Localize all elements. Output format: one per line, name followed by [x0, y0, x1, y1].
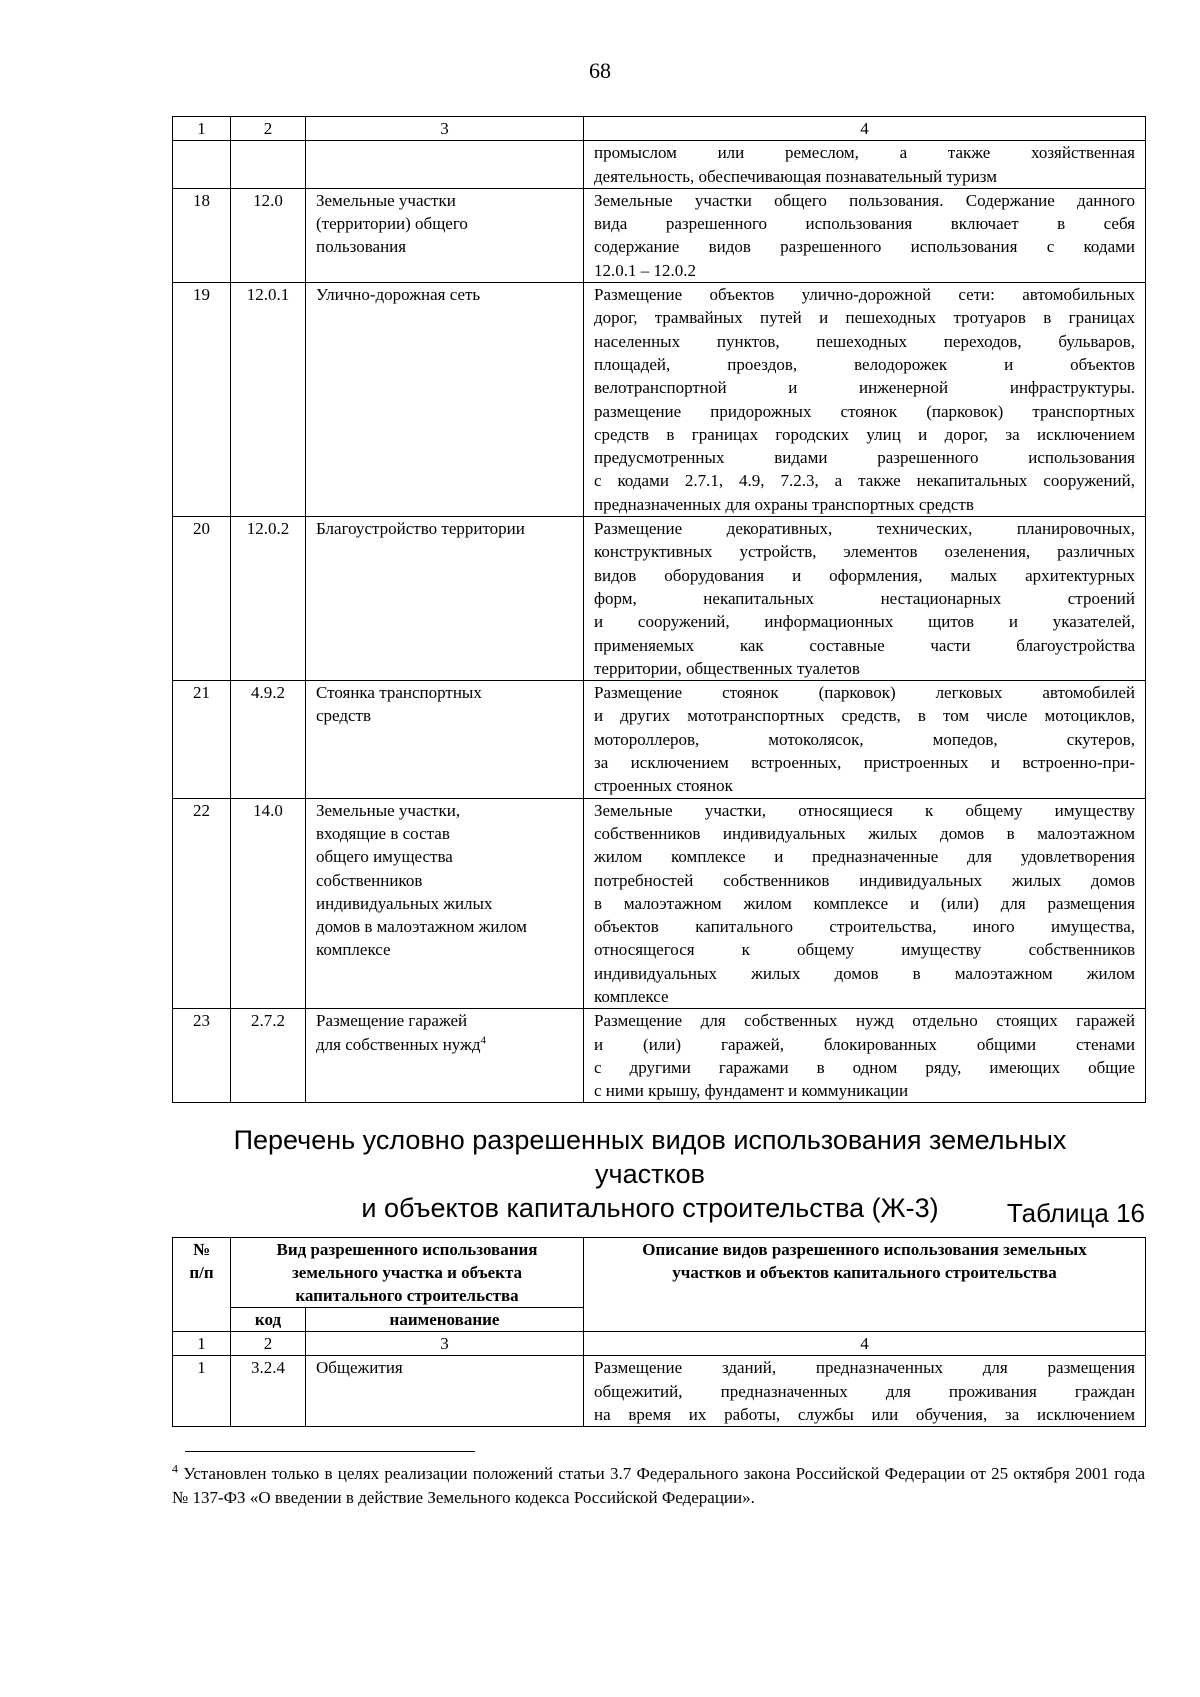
use-description-line: дорог, трамвайных путей и пешеходных тротуаров в границах — [594, 308, 1135, 328]
use-description-line: Размещение декоративных, технических, планировочных, — [594, 519, 1135, 539]
use-name-line: пользования — [316, 237, 407, 257]
use-description-line: велотранспортной и инженерной инфраструктуры. — [594, 378, 1135, 398]
use-code: 12.0 — [231, 188, 306, 282]
use-description-line: видов оборудования и оформления, малых архитектурных — [594, 565, 1135, 585]
use-name — [306, 283, 584, 517]
table-row — [173, 1009, 1146, 1103]
header-description: Описание видов разрешенного использования земельных участков и объектов капитального строительства — [584, 1238, 1146, 1332]
use-description-line: предусмотренных видами разрешенного использования — [594, 448, 1135, 468]
use-name-line: Стоянка транспортных — [316, 683, 482, 703]
use-description-line: объектов капитального строительства, иного имущества, — [594, 917, 1135, 937]
use-name-line: входящие в состав — [316, 823, 450, 843]
use-description-line: строенных стоянок — [594, 776, 733, 796]
continuation-description-line: деятельность, обеспечивающая познавательный туризм — [594, 166, 998, 186]
use-description-line: конструктивных устройств, элементов озеленения, различных — [594, 542, 1135, 562]
use-description — [584, 681, 1146, 798]
conditional-use-table — [172, 1237, 1146, 1427]
use-description-line: Земельные участки, относящиеся к общему имуществу — [594, 800, 1135, 820]
use-name — [306, 517, 584, 681]
row-number: 23 — [173, 1009, 231, 1103]
column-number-2: 2 — [231, 117, 306, 141]
use-description-line: применяемых как составные части благоустройства — [594, 635, 1135, 655]
use-description-line: с другими гаражами в одном ряду, имеющих общие — [594, 1057, 1135, 1077]
use-name-line: комплексе — [316, 940, 391, 960]
use-description-line: мотороллеров, мотоколясок, мопедов, скутеров, — [594, 729, 1135, 749]
page-number: 68 — [589, 58, 611, 83]
use-description-line: 12.0.1 – 12.0.2 — [594, 260, 696, 280]
column-numbers-row — [173, 1332, 1146, 1356]
use-description — [584, 283, 1146, 517]
row-number: 19 — [173, 283, 231, 517]
empty-cell — [231, 141, 306, 189]
use-name — [306, 681, 584, 798]
use-description-line: предназначенных для охраны транспортных средств — [594, 494, 974, 514]
use-code: 12.0.1 — [231, 283, 306, 517]
use-description-line: форм, некапитальных нестационарных строений — [594, 588, 1135, 608]
use-name-line: собственников — [316, 870, 423, 890]
row-number: 18 — [173, 188, 231, 282]
use-description-line: и других мототранспортных средств, в том числе мотоциклов, — [594, 706, 1135, 726]
column-number-3: 3 — [306, 117, 584, 141]
use-description-line: Размещение стоянок (парковок) легковых автомобилей — [594, 683, 1135, 703]
use-name-line: средств — [316, 706, 372, 726]
row-number: 1 — [173, 1356, 231, 1427]
column-number-3: 3 — [306, 1332, 584, 1356]
continuation-description — [584, 141, 1146, 189]
use-description — [584, 517, 1146, 681]
table-row — [173, 283, 1146, 517]
empty-cell — [306, 141, 584, 189]
table-row — [173, 1356, 1146, 1427]
use-name — [306, 798, 584, 1009]
use-description-line: общежитий, предназначенных для проживания граждан — [594, 1381, 1135, 1401]
use-code: 2.7.2 — [231, 1009, 306, 1103]
section-title: Перечень условно разрешенных видов использования земельных участков и объектов капитального строительства (Ж-3) — [233, 1125, 1067, 1223]
use-description-line: с ними крышу, фундамент и коммуникации — [594, 1081, 909, 1101]
use-description-line: и сооружений, информационных щитов и указателей, — [594, 612, 1135, 632]
table-row — [173, 188, 1146, 282]
continuation-description-line: промыслом или ремеслом, а также хозяйственная — [594, 143, 1135, 163]
row-number: 20 — [173, 517, 231, 681]
footnote-text: Установлен только в целях реализации положений статьи 3.7 Федерального закона Российской Федерации от 25 октября 2001 года № 137-ФЗ «О введении в действие Земельного кодекса Российской Федерации». — [172, 1464, 1146, 1507]
column-number-1: 1 — [173, 117, 231, 141]
use-description-line: собственников индивидуальных жилых домов в малоэтажном — [594, 823, 1135, 843]
use-description-line: Размещение объектов улично-дорожной сети: автомобильных — [594, 285, 1135, 305]
header-row — [173, 117, 1146, 141]
table-row — [173, 681, 1146, 798]
use-code: 3.2.4 — [231, 1356, 306, 1427]
footnote — [172, 1462, 1145, 1510]
use-description-line: Земельные участки общего пользования. Содержание данного — [594, 190, 1135, 210]
footnote-separator — [185, 1451, 475, 1452]
column-number-1: 1 — [173, 1332, 231, 1356]
use-description-line: Размещение зданий, предназначенных для размещения — [594, 1358, 1135, 1378]
use-description-line: средств в границах городских улиц и дорог, за исключением — [594, 424, 1135, 444]
use-description — [584, 1009, 1146, 1103]
use-description-line: вида разрешенного использования включает в себя — [594, 214, 1135, 234]
footnote-mark: 4 — [172, 1461, 178, 1476]
use-description-line: на время их работы, службы или обучения, за исключением — [594, 1404, 1135, 1424]
table-caption: Таблица 16 — [1006, 1198, 1145, 1228]
use-description-line: жилом комплексе и предназначенные для удовлетворения — [594, 847, 1135, 867]
use-description-line: относящегося к общему имуществу собственников — [594, 940, 1135, 960]
header-number: № п/п — [173, 1238, 231, 1332]
use-code: 4.9.2 — [231, 681, 306, 798]
land-use-table-continued — [172, 116, 1146, 1103]
use-description-line: за исключением встроенных, пристроенных и встроенно-при- — [594, 753, 1135, 773]
footnote-reference: 4 — [480, 1033, 486, 1046]
use-description-line: территории, общественных туалетов — [594, 658, 860, 678]
use-description-line: Размещение для собственных нужд отдельно стоящих гаражей — [594, 1011, 1135, 1031]
column-number-4: 4 — [584, 117, 1146, 141]
use-code: 14.0 — [231, 798, 306, 1009]
row-number: 22 — [173, 798, 231, 1009]
use-code: 12.0.2 — [231, 517, 306, 681]
use-description-line: с кодами 2.7.1, 4.9, 7.2.3, а также некапитальных сооружений, — [594, 471, 1135, 491]
use-name-line: Земельные участки, — [316, 800, 461, 820]
use-description-line: в малоэтажном жилом комплексе и (или) для размещения — [594, 893, 1135, 913]
use-description-line: индивидуальных жилых домов в малоэтажном жилом — [594, 963, 1135, 983]
use-name-line: домов в малоэтажном жилом — [316, 917, 527, 937]
use-name: Общежития — [306, 1356, 584, 1427]
continuation-row — [173, 141, 1146, 189]
use-description-line: площадей, проездов, велодорожек и объектов — [594, 354, 1135, 374]
use-name-line: индивидуальных жилых — [316, 893, 493, 913]
header-use-kind: Вид разрешенного использования земельного участка и объекта капитального строительства — [231, 1238, 584, 1308]
use-name-line: Земельные участки — [316, 190, 456, 210]
use-description — [584, 798, 1146, 1009]
use-name-line: (территории) общего — [316, 214, 468, 234]
table-row — [173, 517, 1146, 681]
header-code: код — [231, 1308, 306, 1332]
column-number-2: 2 — [231, 1332, 306, 1356]
use-name-line: Благоустройство территории — [316, 519, 525, 539]
use-description-line: размещение придорожных стоянок (парковок) транспортных — [594, 401, 1135, 421]
empty-cell — [173, 141, 231, 189]
use-description-line: содержание видов разрешенного использования с кодами — [594, 237, 1135, 257]
use-name — [306, 1009, 584, 1103]
column-number-4: 4 — [584, 1332, 1146, 1356]
use-description — [584, 188, 1146, 282]
use-name — [306, 188, 584, 282]
use-name-line: Улично-дорожная сеть — [316, 285, 481, 305]
use-description — [584, 1356, 1146, 1427]
use-name-line: для собственных нужд — [316, 1034, 481, 1054]
use-description-line: и (или) гаражей, блокированных общими стенами — [594, 1034, 1135, 1054]
use-name-line: общего имущества — [316, 847, 453, 867]
table-row — [173, 798, 1146, 1009]
use-name-line: Размещение гаражей — [316, 1011, 468, 1031]
header-name: наименование — [306, 1308, 584, 1332]
use-description-line: комплексе — [594, 986, 669, 1006]
use-description-line: населенных пунктов, пешеходных переходов, бульваров, — [594, 331, 1135, 351]
use-description-line: потребностей собственников индивидуальных жилых домов — [594, 870, 1135, 890]
row-number: 21 — [173, 681, 231, 798]
